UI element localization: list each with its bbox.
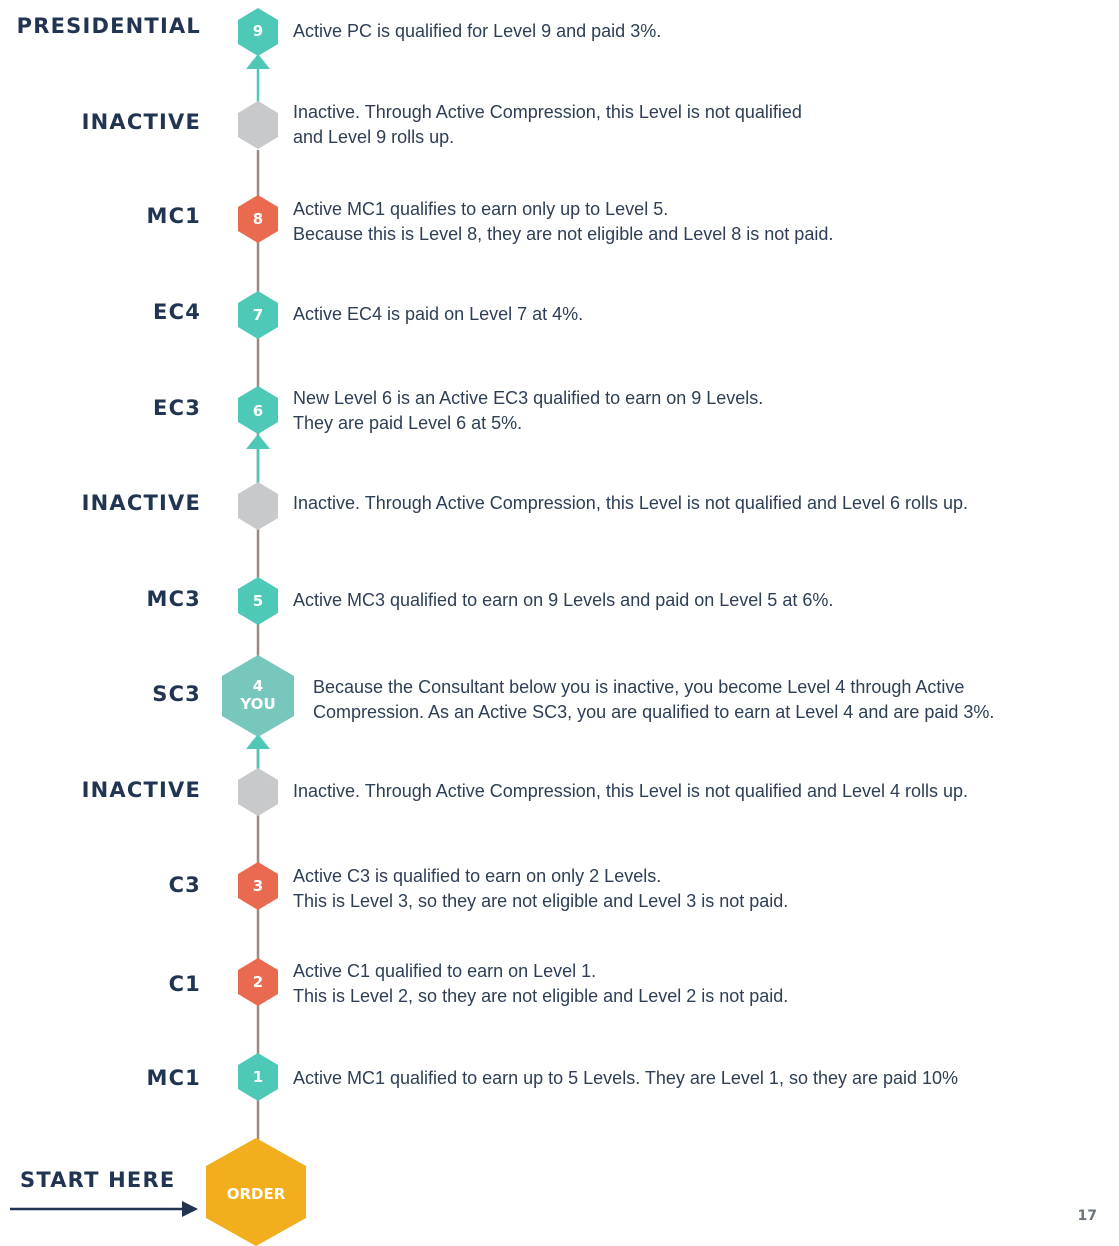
desc-line: Active C1 qualified to earn on Level 1. [293,961,597,981]
level-description [293,1066,958,1091]
rank-label: MC3 [146,587,201,611]
desc-line: Active MC1 qualifies to earn only up to Level 5. [293,199,669,219]
rank-label: INACTIVE [81,778,201,802]
level-description [293,302,583,327]
level-description [293,491,968,516]
up-arrow-icon [246,54,270,69]
you-marker [223,677,293,713]
desc-line: This is Level 2, so they are not eligible and Level 2 is not paid. [293,986,789,1006]
desc-line: Active MC3 qualified to earn on 9 Levels and paid on Level 5 at 6%. [293,590,834,610]
rank-label: C1 [168,972,201,996]
page-number: 17 [1077,1208,1097,1224]
level-number: 6 [252,402,264,420]
level-description [293,959,788,1009]
desc-line: Because this is Level 8, they are not eligible and Level 8 is not paid. [293,224,834,244]
you-label: YOU [240,695,276,713]
level-description [293,197,833,247]
level-description [293,588,833,613]
level-description [293,386,763,436]
desc-line: Because the Consultant below you is inactive, you become Level 4 through Active [313,677,965,697]
level-number: 7 [252,306,264,324]
rank-label: MC1 [146,204,201,228]
level-number: 2 [252,973,264,991]
desc-line: Inactive. Through Active Compression, this Level is not qualified [293,102,802,122]
level-description [293,779,968,804]
desc-line: Inactive. Through Active Compression, this Level is not qualified and Level 4 rolls up. [293,781,969,801]
desc-line: and Level 9 rolls up. [293,127,455,147]
level-number: 8 [252,210,264,228]
level-number: 9 [252,22,264,40]
desc-line: Active MC1 qualified to earn up to 5 Levels. They are Level 1, so they are paid 10% [293,1068,959,1088]
level-description [293,864,788,914]
desc-line: Active PC is qualified for Level 9 and paid 3%. [293,21,662,41]
order-label: ORDER [226,1185,286,1203]
desc-line: New Level 6 is an Active EC3 qualified to earn on 9 Levels. [293,388,764,408]
rank-label: MC1 [146,1066,201,1090]
hex-inactive-1 [238,101,278,149]
desc-line: Compression. As an Active SC3, you are qualified to earn at Level 4 and are paid 3%. [313,702,995,722]
rank-label: PRESIDENTIAL [16,14,201,38]
hex-inactive-3 [238,768,278,816]
rank-label: INACTIVE [81,110,201,134]
start-here-label: START HERE [20,1168,176,1192]
level-number: 5 [252,592,264,610]
level-number: 4 [252,677,264,695]
desc-line: Active C3 is qualified to earn on only 2 Levels. [293,866,662,886]
up-arrow-icon [246,434,270,449]
rank-label: SC3 [152,682,201,706]
level-description [313,675,994,725]
desc-line: They are paid Level 6 at 5%. [293,413,523,433]
level-description [293,19,661,44]
rank-label: EC3 [153,396,201,420]
desc-line: This is Level 3, so they are not eligible and Level 3 is not paid. [293,891,789,911]
level-description [293,100,802,150]
level-number: 1 [252,1068,264,1086]
level-number: 3 [252,877,264,895]
desc-line: Inactive. Through Active Compression, this Level is not qualified and Level 6 rolls up. [293,493,969,513]
start-arrow-icon [182,1201,198,1217]
rank-label: INACTIVE [81,491,201,515]
rank-label: EC4 [153,300,201,324]
desc-line: Active EC4 is paid on Level 7 at 4%. [293,304,584,324]
hex-inactive-2 [238,482,278,530]
rank-label: C3 [168,873,201,897]
